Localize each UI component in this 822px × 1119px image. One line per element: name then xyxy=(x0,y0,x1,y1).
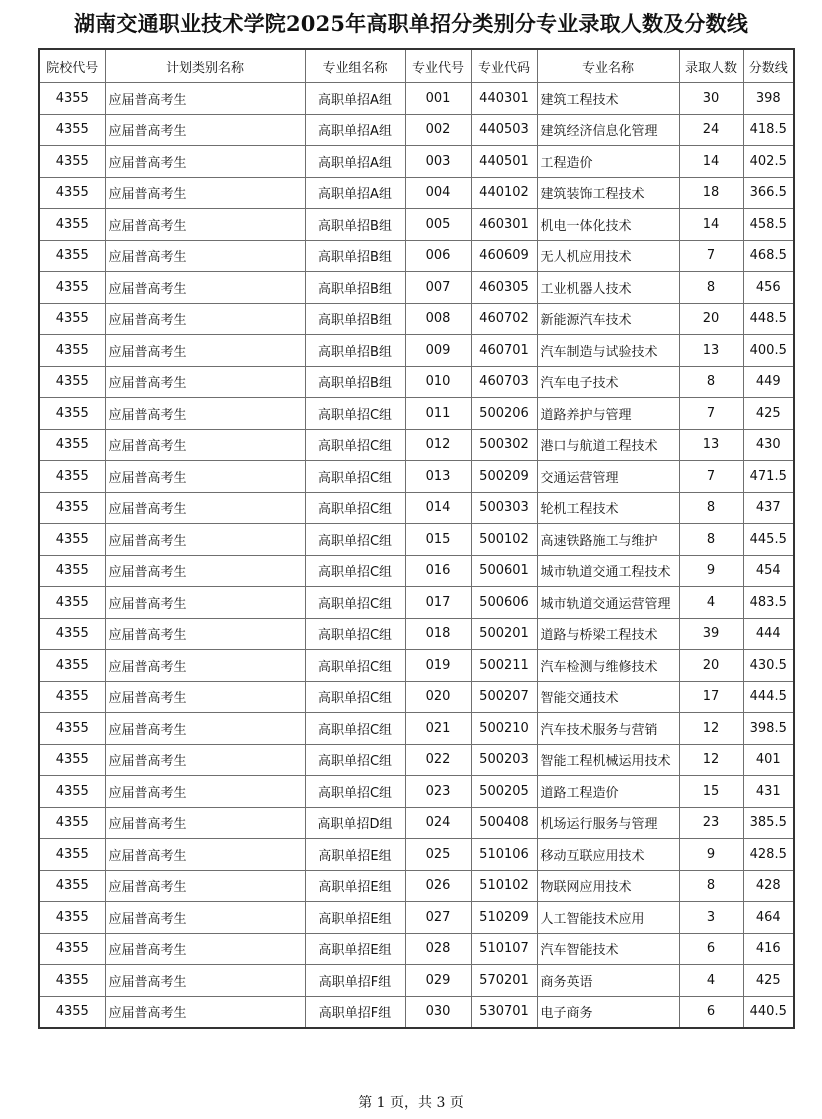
cell-major-name: 汽车智能技术 xyxy=(537,933,679,965)
cell-cutoff-score: 437 xyxy=(743,492,794,524)
cell-plan-category: 应届普高考生 xyxy=(105,965,305,997)
table-row xyxy=(39,587,794,619)
cell-major-code: 460305 xyxy=(471,272,537,304)
cell-cutoff-score: 445.5 xyxy=(743,524,794,556)
cell-plan-category: 应届普高考生 xyxy=(105,587,305,619)
cell-school-code: 4355 xyxy=(39,618,105,650)
cell-major-name: 建筑装饰工程技术 xyxy=(537,177,679,209)
cell-school-code: 4355 xyxy=(39,870,105,902)
cell-major-group: 高职单招F组 xyxy=(305,996,405,1028)
cell-plan-category: 应届普高考生 xyxy=(105,83,305,115)
cell-admitted-count: 14 xyxy=(679,146,743,178)
cell-cutoff-score: 425 xyxy=(743,398,794,430)
header-major-name: 专业名称 xyxy=(537,49,679,83)
cell-major-code: 510209 xyxy=(471,902,537,934)
cell-admitted-count: 8 xyxy=(679,492,743,524)
cell-major-name: 移动互联应用技术 xyxy=(537,839,679,871)
cell-major-name: 无人机应用技术 xyxy=(537,240,679,272)
cell-school-code: 4355 xyxy=(39,492,105,524)
cell-plan-category: 应届普高考生 xyxy=(105,492,305,524)
cell-admitted-count: 9 xyxy=(679,555,743,587)
cell-school-code: 4355 xyxy=(39,177,105,209)
cell-major-group: 高职单招E组 xyxy=(305,870,405,902)
cell-major-code: 500302 xyxy=(471,429,537,461)
cell-major-number: 025 xyxy=(405,839,471,871)
cell-cutoff-score: 425 xyxy=(743,965,794,997)
table-body xyxy=(39,83,794,1029)
cell-plan-category: 应届普高考生 xyxy=(105,335,305,367)
cell-major-code: 440301 xyxy=(471,83,537,115)
cell-admitted-count: 7 xyxy=(679,240,743,272)
cell-major-number: 014 xyxy=(405,492,471,524)
cell-major-name: 电子商务 xyxy=(537,996,679,1028)
cell-cutoff-score: 402.5 xyxy=(743,146,794,178)
cell-admitted-count: 39 xyxy=(679,618,743,650)
table-row xyxy=(39,429,794,461)
cell-major-code: 500102 xyxy=(471,524,537,556)
cell-school-code: 4355 xyxy=(39,146,105,178)
header-school-code: 院校代号 xyxy=(39,49,105,83)
cell-major-name: 机场运行服务与管理 xyxy=(537,807,679,839)
cell-admitted-count: 20 xyxy=(679,303,743,335)
cell-major-group: 高职单招C组 xyxy=(305,713,405,745)
cell-major-number: 021 xyxy=(405,713,471,745)
cell-cutoff-score: 471.5 xyxy=(743,461,794,493)
cell-major-code: 530701 xyxy=(471,996,537,1028)
cell-major-number: 016 xyxy=(405,555,471,587)
cell-major-group: 高职单招B组 xyxy=(305,272,405,304)
cell-major-group: 高职单招C组 xyxy=(305,555,405,587)
cell-cutoff-score: 483.5 xyxy=(743,587,794,619)
table-row xyxy=(39,933,794,965)
cell-major-code: 440503 xyxy=(471,114,537,146)
table-row xyxy=(39,335,794,367)
cell-major-name: 建筑经济信息化管理 xyxy=(537,114,679,146)
cell-cutoff-score: 398.5 xyxy=(743,713,794,745)
table-row xyxy=(39,996,794,1028)
table-row xyxy=(39,618,794,650)
cell-major-number: 013 xyxy=(405,461,471,493)
cell-cutoff-score: 468.5 xyxy=(743,240,794,272)
cell-cutoff-score: 385.5 xyxy=(743,807,794,839)
table-row xyxy=(39,303,794,335)
cell-plan-category: 应届普高考生 xyxy=(105,933,305,965)
cell-major-number: 027 xyxy=(405,902,471,934)
cell-major-group: 高职单招B组 xyxy=(305,366,405,398)
header-major-number: 专业代号 xyxy=(405,49,471,83)
cell-major-name: 智能工程机械运用技术 xyxy=(537,744,679,776)
cell-major-group: 高职单招C组 xyxy=(305,618,405,650)
cell-school-code: 4355 xyxy=(39,366,105,398)
cell-major-number: 028 xyxy=(405,933,471,965)
cell-plan-category: 应届普高考生 xyxy=(105,303,305,335)
cell-major-number: 019 xyxy=(405,650,471,682)
cell-plan-category: 应届普高考生 xyxy=(105,902,305,934)
cell-school-code: 4355 xyxy=(39,114,105,146)
cell-plan-category: 应届普高考生 xyxy=(105,996,305,1028)
table-header-row xyxy=(39,49,794,83)
cell-plan-category: 应届普高考生 xyxy=(105,146,305,178)
cell-major-number: 024 xyxy=(405,807,471,839)
cell-major-group: 高职单招F组 xyxy=(305,965,405,997)
cell-major-group: 高职单招C组 xyxy=(305,524,405,556)
cell-major-name: 工程造价 xyxy=(537,146,679,178)
cell-major-group: 高职单招A组 xyxy=(305,177,405,209)
cell-admitted-count: 30 xyxy=(679,83,743,115)
header-cutoff-score: 分数线 xyxy=(743,49,794,83)
cell-major-number: 020 xyxy=(405,681,471,713)
cell-school-code: 4355 xyxy=(39,965,105,997)
cell-major-group: 高职单招A组 xyxy=(305,83,405,115)
cell-major-group: 高职单招C组 xyxy=(305,681,405,713)
cell-major-code: 460702 xyxy=(471,303,537,335)
cell-major-group: 高职单招C组 xyxy=(305,429,405,461)
cell-cutoff-score: 428 xyxy=(743,870,794,902)
cell-school-code: 4355 xyxy=(39,839,105,871)
cell-school-code: 4355 xyxy=(39,650,105,682)
cell-major-number: 022 xyxy=(405,744,471,776)
cell-school-code: 4355 xyxy=(39,429,105,461)
cell-cutoff-score: 464 xyxy=(743,902,794,934)
cell-major-code: 500210 xyxy=(471,713,537,745)
cell-plan-category: 应届普高考生 xyxy=(105,209,305,241)
cell-major-code: 460701 xyxy=(471,335,537,367)
cell-major-group: 高职单招C组 xyxy=(305,461,405,493)
cell-major-code: 460703 xyxy=(471,366,537,398)
cell-cutoff-score: 416 xyxy=(743,933,794,965)
cell-major-name: 道路与桥梁工程技术 xyxy=(537,618,679,650)
cell-plan-category: 应届普高考生 xyxy=(105,618,305,650)
cell-school-code: 4355 xyxy=(39,713,105,745)
cell-plan-category: 应届普高考生 xyxy=(105,839,305,871)
table-row xyxy=(39,146,794,178)
document-title: 湖南交通职业技术学院2025年高职单招分类别分专业录取人数及分数线 xyxy=(73,11,749,36)
cell-cutoff-score: 440.5 xyxy=(743,996,794,1028)
cell-plan-category: 应届普高考生 xyxy=(105,177,305,209)
cell-major-code: 510106 xyxy=(471,839,537,871)
cell-school-code: 4355 xyxy=(39,335,105,367)
cell-admitted-count: 3 xyxy=(679,902,743,934)
header-admitted-count: 录取人数 xyxy=(679,49,743,83)
table-row xyxy=(39,555,794,587)
cell-major-group: 高职单招E组 xyxy=(305,902,405,934)
cell-school-code: 4355 xyxy=(39,272,105,304)
cell-major-code: 500303 xyxy=(471,492,537,524)
cell-major-name: 城市轨道交通工程技术 xyxy=(537,555,679,587)
table-row xyxy=(39,650,794,682)
cell-cutoff-score: 366.5 xyxy=(743,177,794,209)
table-row xyxy=(39,209,794,241)
cell-school-code: 4355 xyxy=(39,555,105,587)
cell-major-code: 500408 xyxy=(471,807,537,839)
header-major-group: 专业组名称 xyxy=(305,49,405,83)
cell-major-name: 港口与航道工程技术 xyxy=(537,429,679,461)
cell-major-number: 010 xyxy=(405,366,471,398)
cell-major-number: 029 xyxy=(405,965,471,997)
cell-school-code: 4355 xyxy=(39,776,105,808)
cell-plan-category: 应届普高考生 xyxy=(105,681,305,713)
cell-major-name: 汽车技术服务与营销 xyxy=(537,713,679,745)
cell-major-name: 建筑工程技术 xyxy=(537,83,679,115)
cell-admitted-count: 17 xyxy=(679,681,743,713)
cell-major-code: 500606 xyxy=(471,587,537,619)
cell-school-code: 4355 xyxy=(39,933,105,965)
cell-plan-category: 应届普高考生 xyxy=(105,650,305,682)
cell-major-name: 机电一体化技术 xyxy=(537,209,679,241)
cell-cutoff-score: 431 xyxy=(743,776,794,808)
cell-major-number: 002 xyxy=(405,114,471,146)
cell-major-name: 工业机器人技术 xyxy=(537,272,679,304)
cell-major-group: 高职单招B组 xyxy=(305,335,405,367)
cell-major-name: 智能交通技术 xyxy=(537,681,679,713)
cell-plan-category: 应届普高考生 xyxy=(105,776,305,808)
cell-major-code: 500207 xyxy=(471,681,537,713)
cell-major-code: 500205 xyxy=(471,776,537,808)
cell-cutoff-score: 458.5 xyxy=(743,209,794,241)
cell-admitted-count: 18 xyxy=(679,177,743,209)
cell-major-name: 汽车制造与试验技术 xyxy=(537,335,679,367)
cell-cutoff-score: 430 xyxy=(743,429,794,461)
cell-admitted-count: 15 xyxy=(679,776,743,808)
cell-major-name: 交通运营管理 xyxy=(537,461,679,493)
cell-major-code: 460609 xyxy=(471,240,537,272)
cell-major-group: 高职单招C组 xyxy=(305,776,405,808)
cell-plan-category: 应届普高考生 xyxy=(105,744,305,776)
cell-plan-category: 应届普高考生 xyxy=(105,524,305,556)
cell-cutoff-score: 430.5 xyxy=(743,650,794,682)
cell-school-code: 4355 xyxy=(39,398,105,430)
cell-plan-category: 应届普高考生 xyxy=(105,272,305,304)
cell-major-group: 高职单招E组 xyxy=(305,839,405,871)
cell-major-number: 007 xyxy=(405,272,471,304)
cell-cutoff-score: 398 xyxy=(743,83,794,115)
cell-plan-category: 应届普高考生 xyxy=(105,366,305,398)
table-row xyxy=(39,807,794,839)
cell-admitted-count: 7 xyxy=(679,461,743,493)
cell-major-group: 高职单招A组 xyxy=(305,146,405,178)
table-row xyxy=(39,776,794,808)
cell-cutoff-score: 428.5 xyxy=(743,839,794,871)
cell-major-name: 物联网应用技术 xyxy=(537,870,679,902)
cell-major-number: 003 xyxy=(405,146,471,178)
cell-major-group: 高职单招D组 xyxy=(305,807,405,839)
table-row xyxy=(39,524,794,556)
table-row xyxy=(39,83,794,115)
cell-school-code: 4355 xyxy=(39,83,105,115)
cell-plan-category: 应届普高考生 xyxy=(105,240,305,272)
cell-major-number: 012 xyxy=(405,429,471,461)
cell-major-code: 440102 xyxy=(471,177,537,209)
cell-major-group: 高职单招B组 xyxy=(305,209,405,241)
cell-major-code: 500209 xyxy=(471,461,537,493)
table-row xyxy=(39,272,794,304)
cell-school-code: 4355 xyxy=(39,807,105,839)
cell-major-number: 017 xyxy=(405,587,471,619)
cell-major-name: 城市轨道交通运营管理 xyxy=(537,587,679,619)
table-row xyxy=(39,744,794,776)
cell-plan-category: 应届普高考生 xyxy=(105,114,305,146)
table-row xyxy=(39,870,794,902)
cell-plan-category: 应届普高考生 xyxy=(105,713,305,745)
cell-school-code: 4355 xyxy=(39,587,105,619)
table-row xyxy=(39,240,794,272)
cell-school-code: 4355 xyxy=(39,209,105,241)
cell-major-group: 高职单招C组 xyxy=(305,650,405,682)
cell-admitted-count: 12 xyxy=(679,713,743,745)
cell-major-number: 005 xyxy=(405,209,471,241)
cell-admitted-count: 8 xyxy=(679,870,743,902)
cell-major-number: 023 xyxy=(405,776,471,808)
cell-major-number: 011 xyxy=(405,398,471,430)
cell-plan-category: 应届普高考生 xyxy=(105,555,305,587)
cell-major-code: 510102 xyxy=(471,870,537,902)
cell-major-group: 高职单招C组 xyxy=(305,492,405,524)
cell-major-name: 道路养护与管理 xyxy=(537,398,679,430)
cell-major-group: 高职单招B组 xyxy=(305,303,405,335)
cell-school-code: 4355 xyxy=(39,461,105,493)
cell-major-group: 高职单招E组 xyxy=(305,933,405,965)
cell-admitted-count: 13 xyxy=(679,429,743,461)
table-row xyxy=(39,492,794,524)
cell-admitted-count: 24 xyxy=(679,114,743,146)
cell-major-number: 030 xyxy=(405,996,471,1028)
cell-major-number: 004 xyxy=(405,177,471,209)
cell-cutoff-score: 454 xyxy=(743,555,794,587)
cell-admitted-count: 4 xyxy=(679,965,743,997)
cell-admitted-count: 14 xyxy=(679,209,743,241)
cell-major-group: 高职单招B组 xyxy=(305,240,405,272)
cell-major-code: 500601 xyxy=(471,555,537,587)
cell-major-code: 460301 xyxy=(471,209,537,241)
cell-major-number: 009 xyxy=(405,335,471,367)
cell-major-name: 道路工程造价 xyxy=(537,776,679,808)
table-row xyxy=(39,713,794,745)
cell-major-group: 高职单招C组 xyxy=(305,398,405,430)
cell-cutoff-score: 444.5 xyxy=(743,681,794,713)
table-row xyxy=(39,461,794,493)
cell-major-name: 汽车检测与维修技术 xyxy=(537,650,679,682)
cell-plan-category: 应届普高考生 xyxy=(105,429,305,461)
cell-admitted-count: 9 xyxy=(679,839,743,871)
cell-major-code: 500211 xyxy=(471,650,537,682)
cell-major-group: 高职单招C组 xyxy=(305,744,405,776)
cell-admitted-count: 13 xyxy=(679,335,743,367)
cell-major-code: 500206 xyxy=(471,398,537,430)
cell-plan-category: 应届普高考生 xyxy=(105,870,305,902)
cell-admitted-count: 4 xyxy=(679,587,743,619)
table-row xyxy=(39,114,794,146)
cell-major-number: 026 xyxy=(405,870,471,902)
cell-admitted-count: 6 xyxy=(679,996,743,1028)
admission-table xyxy=(38,48,795,1029)
cell-major-group: 高职单招A组 xyxy=(305,114,405,146)
cell-major-number: 001 xyxy=(405,83,471,115)
cell-major-name: 人工智能技术应用 xyxy=(537,902,679,934)
cell-admitted-count: 8 xyxy=(679,272,743,304)
cell-school-code: 4355 xyxy=(39,744,105,776)
cell-plan-category: 应届普高考生 xyxy=(105,807,305,839)
cell-major-code: 570201 xyxy=(471,965,537,997)
header-major-code: 专业代码 xyxy=(471,49,537,83)
cell-plan-category: 应届普高考生 xyxy=(105,398,305,430)
cell-school-code: 4355 xyxy=(39,902,105,934)
cell-major-code: 500203 xyxy=(471,744,537,776)
cell-major-code: 500201 xyxy=(471,618,537,650)
cell-major-code: 440501 xyxy=(471,146,537,178)
cell-admitted-count: 23 xyxy=(679,807,743,839)
table-row xyxy=(39,177,794,209)
cell-admitted-count: 6 xyxy=(679,933,743,965)
cell-school-code: 4355 xyxy=(39,681,105,713)
cell-cutoff-score: 418.5 xyxy=(743,114,794,146)
cell-admitted-count: 8 xyxy=(679,524,743,556)
cell-major-name: 汽车电子技术 xyxy=(537,366,679,398)
cell-admitted-count: 12 xyxy=(679,744,743,776)
cell-major-number: 015 xyxy=(405,524,471,556)
cell-major-group: 高职单招C组 xyxy=(305,587,405,619)
cell-cutoff-score: 449 xyxy=(743,366,794,398)
table-row xyxy=(39,965,794,997)
cell-major-name: 商务英语 xyxy=(537,965,679,997)
cell-major-number: 006 xyxy=(405,240,471,272)
cell-major-name: 轮机工程技术 xyxy=(537,492,679,524)
cell-school-code: 4355 xyxy=(39,524,105,556)
cell-cutoff-score: 456 xyxy=(743,272,794,304)
cell-school-code: 4355 xyxy=(39,303,105,335)
cell-major-number: 008 xyxy=(405,303,471,335)
cell-cutoff-score: 444 xyxy=(743,618,794,650)
cell-school-code: 4355 xyxy=(39,996,105,1028)
cell-admitted-count: 8 xyxy=(679,366,743,398)
table-row xyxy=(39,681,794,713)
cell-admitted-count: 20 xyxy=(679,650,743,682)
cell-cutoff-score: 448.5 xyxy=(743,303,794,335)
table-row xyxy=(39,398,794,430)
cell-school-code: 4355 xyxy=(39,240,105,272)
cell-major-name: 新能源汽车技术 xyxy=(537,303,679,335)
table-row xyxy=(39,902,794,934)
cell-major-number: 018 xyxy=(405,618,471,650)
cell-cutoff-score: 400.5 xyxy=(743,335,794,367)
table-row xyxy=(39,366,794,398)
header-plan-category: 计划类别名称 xyxy=(105,49,305,83)
cell-plan-category: 应届普高考生 xyxy=(105,461,305,493)
cell-admitted-count: 7 xyxy=(679,398,743,430)
table-row xyxy=(39,839,794,871)
page-footer: 第 1 页，共 3 页 xyxy=(358,1095,464,1111)
cell-cutoff-score: 401 xyxy=(743,744,794,776)
cell-major-name: 高速铁路施工与维护 xyxy=(537,524,679,556)
cell-major-code: 510107 xyxy=(471,933,537,965)
